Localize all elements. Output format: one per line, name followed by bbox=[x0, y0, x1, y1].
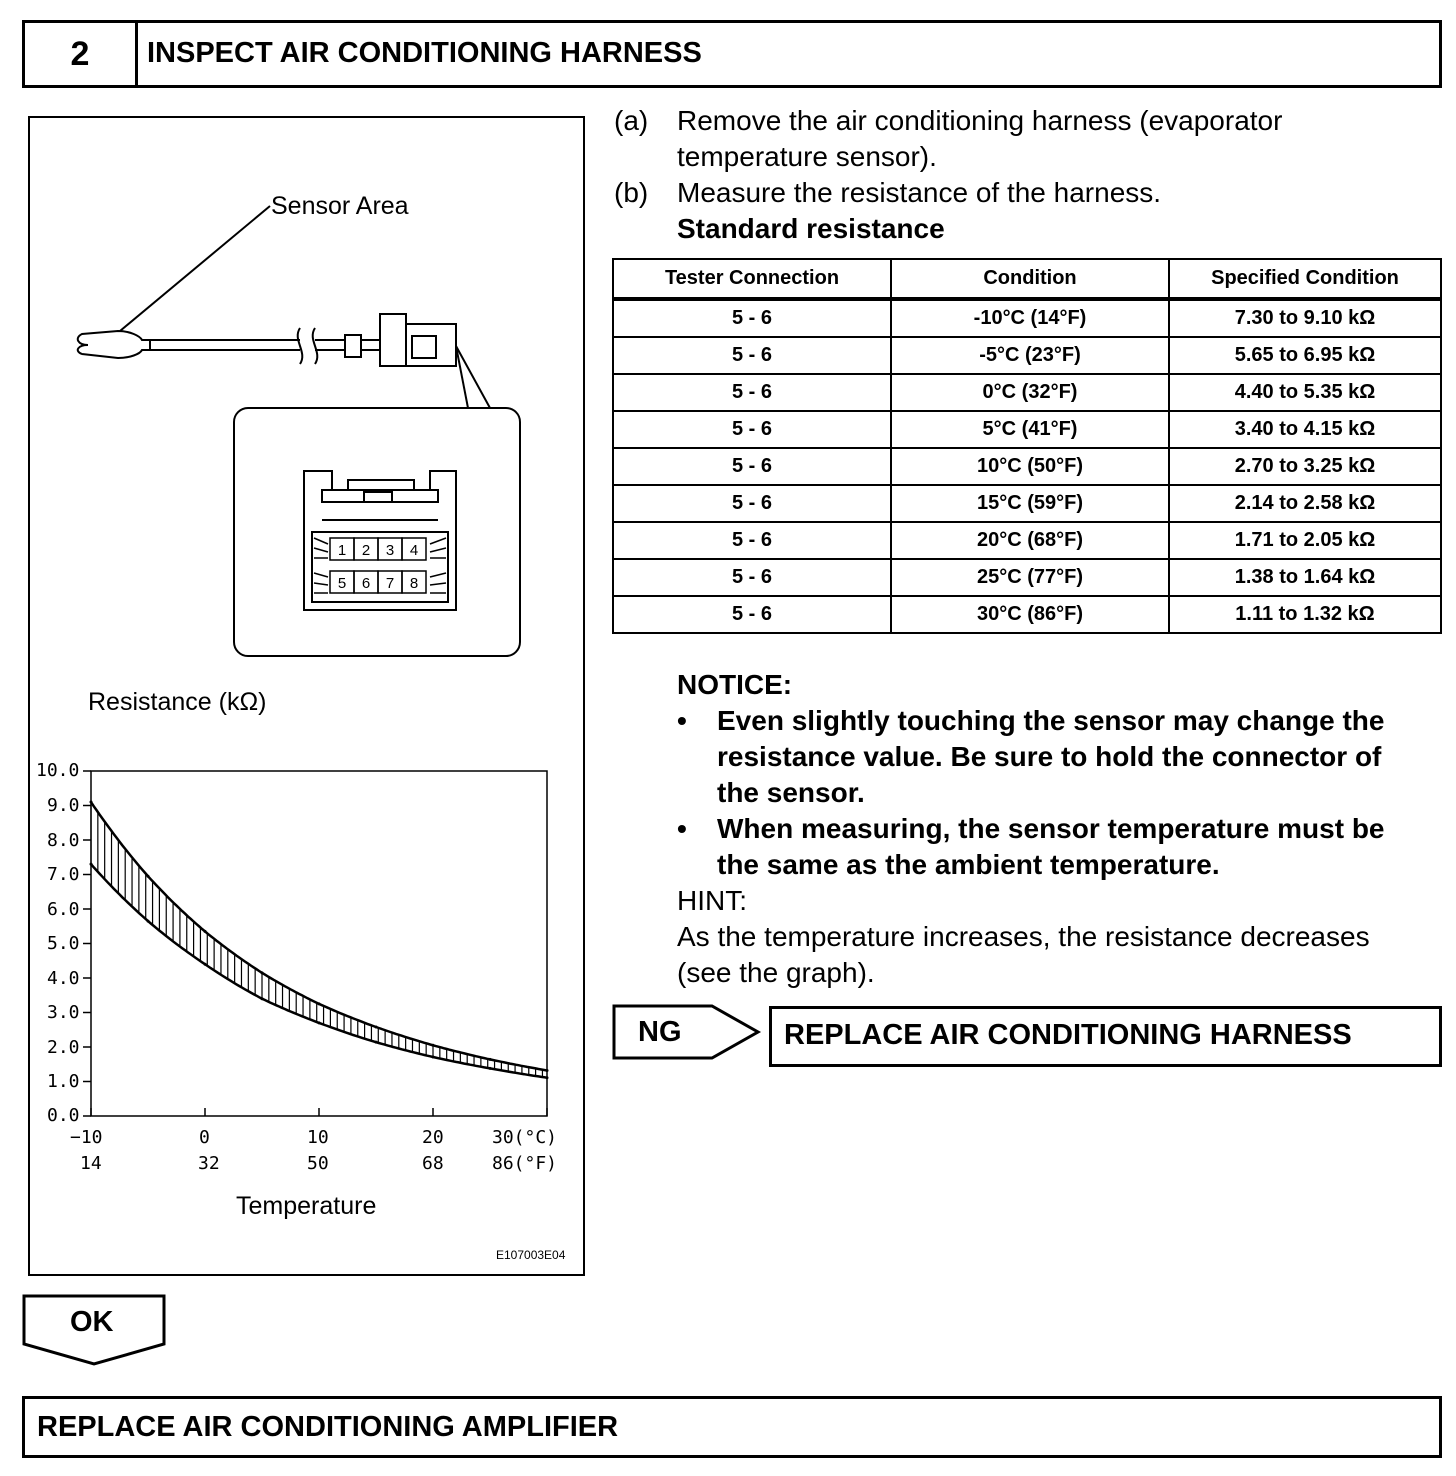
x-tick-label-f: 32 bbox=[198, 1153, 220, 1174]
lower-data-point bbox=[546, 1076, 549, 1079]
table-header-row bbox=[613, 259, 1441, 299]
table-cell: 15°C (59°F) bbox=[891, 485, 1169, 522]
lower-data-point bbox=[489, 1067, 492, 1070]
table-cell: 5 - 6 bbox=[613, 374, 891, 411]
table-row bbox=[613, 559, 1441, 596]
y-tick-label: 8.0 bbox=[47, 830, 80, 851]
lower-data-point bbox=[432, 1056, 435, 1059]
sensor-area-label: Sensor Area bbox=[271, 192, 409, 220]
lower-data-point bbox=[90, 863, 93, 866]
x-axis-ticks bbox=[91, 1108, 547, 1116]
table-row bbox=[613, 485, 1441, 522]
instruction-line: temperature sensor). bbox=[677, 141, 937, 172]
x-tick-label-c: 0 bbox=[199, 1127, 210, 1148]
resistance-chart bbox=[0, 0, 600, 1200]
notice-line: the same as the ambient temperature. bbox=[717, 849, 1220, 880]
bullet: • bbox=[677, 705, 687, 736]
final-action-box bbox=[22, 1396, 1442, 1458]
table-cell: 30°C (86°F) bbox=[891, 596, 1169, 633]
table-cell: 5°C (41°F) bbox=[891, 411, 1169, 448]
lower-data-point bbox=[204, 963, 207, 966]
x-tick-label-f: 14 bbox=[80, 1153, 102, 1174]
pin-label: 3 bbox=[385, 542, 395, 559]
y-tick-label: 3.0 bbox=[47, 1002, 80, 1023]
table-cell: 5 - 6 bbox=[613, 337, 891, 374]
notice-line: When measuring, the sensor temperature must be bbox=[717, 813, 1385, 844]
graph-x-label: Temperature bbox=[236, 1192, 377, 1220]
upper-data-point bbox=[147, 875, 150, 878]
y-axis-ticks bbox=[83, 771, 91, 1116]
instruction-a bbox=[614, 103, 1444, 175]
notice-line: the sensor. bbox=[717, 777, 865, 808]
table-row bbox=[613, 522, 1441, 559]
upper-data-point bbox=[375, 1025, 378, 1028]
table-row bbox=[613, 299, 1441, 337]
table-row bbox=[613, 411, 1441, 448]
table-cell: 20°C (68°F) bbox=[891, 522, 1169, 559]
table-cell: 10°C (50°F) bbox=[891, 448, 1169, 485]
upper-data-point bbox=[546, 1069, 549, 1072]
table-cell: 5 - 6 bbox=[613, 299, 891, 337]
pin-label: 2 bbox=[361, 542, 371, 559]
step-number: 2 bbox=[25, 23, 138, 85]
table-cell: -5°C (23°F) bbox=[891, 337, 1169, 374]
table-cell: 0°C (32°F) bbox=[891, 374, 1169, 411]
table-cell: 2.70 to 3.25 kΩ bbox=[1169, 448, 1441, 485]
plot-frame bbox=[91, 771, 547, 1116]
table-cell: 2.14 to 2.58 kΩ bbox=[1169, 485, 1441, 522]
table-cell: 5 - 6 bbox=[613, 411, 891, 448]
table-row bbox=[613, 448, 1441, 485]
upper-data-point bbox=[261, 971, 264, 974]
table-cell: 1.11 to 1.32 kΩ bbox=[1169, 596, 1441, 633]
table-cell: 1.38 to 1.64 kΩ bbox=[1169, 559, 1441, 596]
x-tick-label-c: 20 bbox=[422, 1127, 444, 1148]
hint-line: As the temperature increases, the resistance decreases bbox=[677, 921, 1370, 952]
y-tick-label: 4.0 bbox=[47, 968, 80, 989]
y-tick-label: 2.0 bbox=[47, 1037, 80, 1058]
upper-data-point bbox=[432, 1044, 435, 1047]
instruction-line: Remove the air conditioning harness (evaporator bbox=[677, 105, 1283, 136]
table-cell: 5 - 6 bbox=[613, 448, 891, 485]
table-cell: 1.71 to 2.05 kΩ bbox=[1169, 522, 1441, 559]
ng-action: REPLACE AIR CONDITIONING HARNESS bbox=[784, 1019, 1352, 1051]
notice-line: Even slightly touching the sensor may change the bbox=[717, 705, 1385, 736]
x-tick-label-c: 30(°C) bbox=[492, 1127, 558, 1148]
lower-data-point bbox=[318, 1021, 321, 1024]
ng-label: NG bbox=[638, 1016, 682, 1048]
y-tick-label: 10.0 bbox=[36, 760, 80, 781]
hint-line: (see the graph). bbox=[677, 957, 875, 988]
x-tick-label-f: 86(°F) bbox=[492, 1153, 558, 1174]
standard-resistance-title: Standard resistance bbox=[677, 213, 945, 244]
upper-data-point bbox=[489, 1058, 492, 1061]
x-tick-label-c: 10 bbox=[307, 1127, 329, 1148]
notice-item bbox=[677, 811, 1447, 883]
table-cell: 3.40 to 4.15 kΩ bbox=[1169, 411, 1441, 448]
y-tick-label: 1.0 bbox=[47, 1071, 80, 1092]
data-points bbox=[90, 801, 549, 1080]
figure-code: E107003E04 bbox=[496, 1248, 566, 1262]
notice-line: resistance value. Be sure to hold the connector of bbox=[717, 741, 1382, 772]
lower-data-point bbox=[375, 1041, 378, 1044]
series-upper-line bbox=[91, 802, 547, 1071]
bullet: • bbox=[677, 813, 687, 844]
ok-label: OK bbox=[70, 1306, 114, 1338]
table-row bbox=[613, 374, 1441, 411]
pin-label: 7 bbox=[385, 575, 395, 592]
table-cell: -10°C (14°F) bbox=[891, 299, 1169, 337]
pin-label: 8 bbox=[409, 575, 419, 592]
pin-label: 6 bbox=[361, 575, 371, 592]
notice-item bbox=[677, 703, 1447, 811]
instruction-line: Measure the resistance of the harness. bbox=[677, 177, 1162, 208]
graph-y-label: Resistance (kΩ) bbox=[88, 688, 267, 716]
lower-data-point bbox=[261, 997, 264, 1000]
hint-title: HINT: bbox=[677, 885, 747, 916]
table-cell: 5 - 6 bbox=[613, 596, 891, 633]
table-cell: 5 - 6 bbox=[613, 485, 891, 522]
spec-table bbox=[612, 258, 1442, 634]
table-header: Specified Condition bbox=[1169, 259, 1441, 299]
y-tick-label: 6.0 bbox=[47, 899, 80, 920]
table-cell: 5 - 6 bbox=[613, 522, 891, 559]
table-cell: 7.30 to 9.10 kΩ bbox=[1169, 299, 1441, 337]
table-row bbox=[613, 596, 1441, 633]
table-cell: 4.40 to 5.35 kΩ bbox=[1169, 374, 1441, 411]
table-cell: 5.65 to 6.95 kΩ bbox=[1169, 337, 1441, 374]
table-header: Condition bbox=[891, 259, 1169, 299]
step-title: INSPECT AIR CONDITIONING HARNESS bbox=[147, 37, 702, 69]
instruction-mark: (a) bbox=[614, 105, 649, 136]
instruction-mark: (b) bbox=[614, 177, 649, 208]
upper-data-point bbox=[204, 930, 207, 933]
band-hatch bbox=[91, 802, 542, 1077]
y-tick-label: 9.0 bbox=[47, 795, 80, 816]
pin-label: 4 bbox=[409, 542, 419, 559]
upper-data-point bbox=[90, 801, 93, 804]
upper-data-point bbox=[318, 1002, 321, 1005]
table-cell: 25°C (77°F) bbox=[891, 559, 1169, 596]
y-tick-label: 7.0 bbox=[47, 864, 80, 885]
y-tick-label: 0.0 bbox=[47, 1105, 80, 1126]
lower-data-point bbox=[147, 920, 150, 923]
instruction-b bbox=[614, 175, 1444, 211]
notice-title: NOTICE: bbox=[677, 669, 793, 700]
pin-label: 5 bbox=[337, 575, 347, 592]
y-tick-label: 5.0 bbox=[47, 933, 80, 954]
table-header: Tester Connection bbox=[613, 259, 891, 299]
x-tick-label-f: 68 bbox=[422, 1153, 444, 1174]
table-cell: 5 - 6 bbox=[613, 559, 891, 596]
ng-arrow bbox=[610, 1002, 766, 1064]
final-action: REPLACE AIR CONDITIONING AMPLIFIER bbox=[37, 1411, 619, 1443]
table-row bbox=[613, 337, 1441, 374]
x-tick-label-c: −10 bbox=[70, 1127, 103, 1148]
pin-label: 1 bbox=[337, 542, 347, 559]
ng-action-box bbox=[769, 1006, 1442, 1067]
x-tick-label-f: 50 bbox=[307, 1153, 329, 1174]
